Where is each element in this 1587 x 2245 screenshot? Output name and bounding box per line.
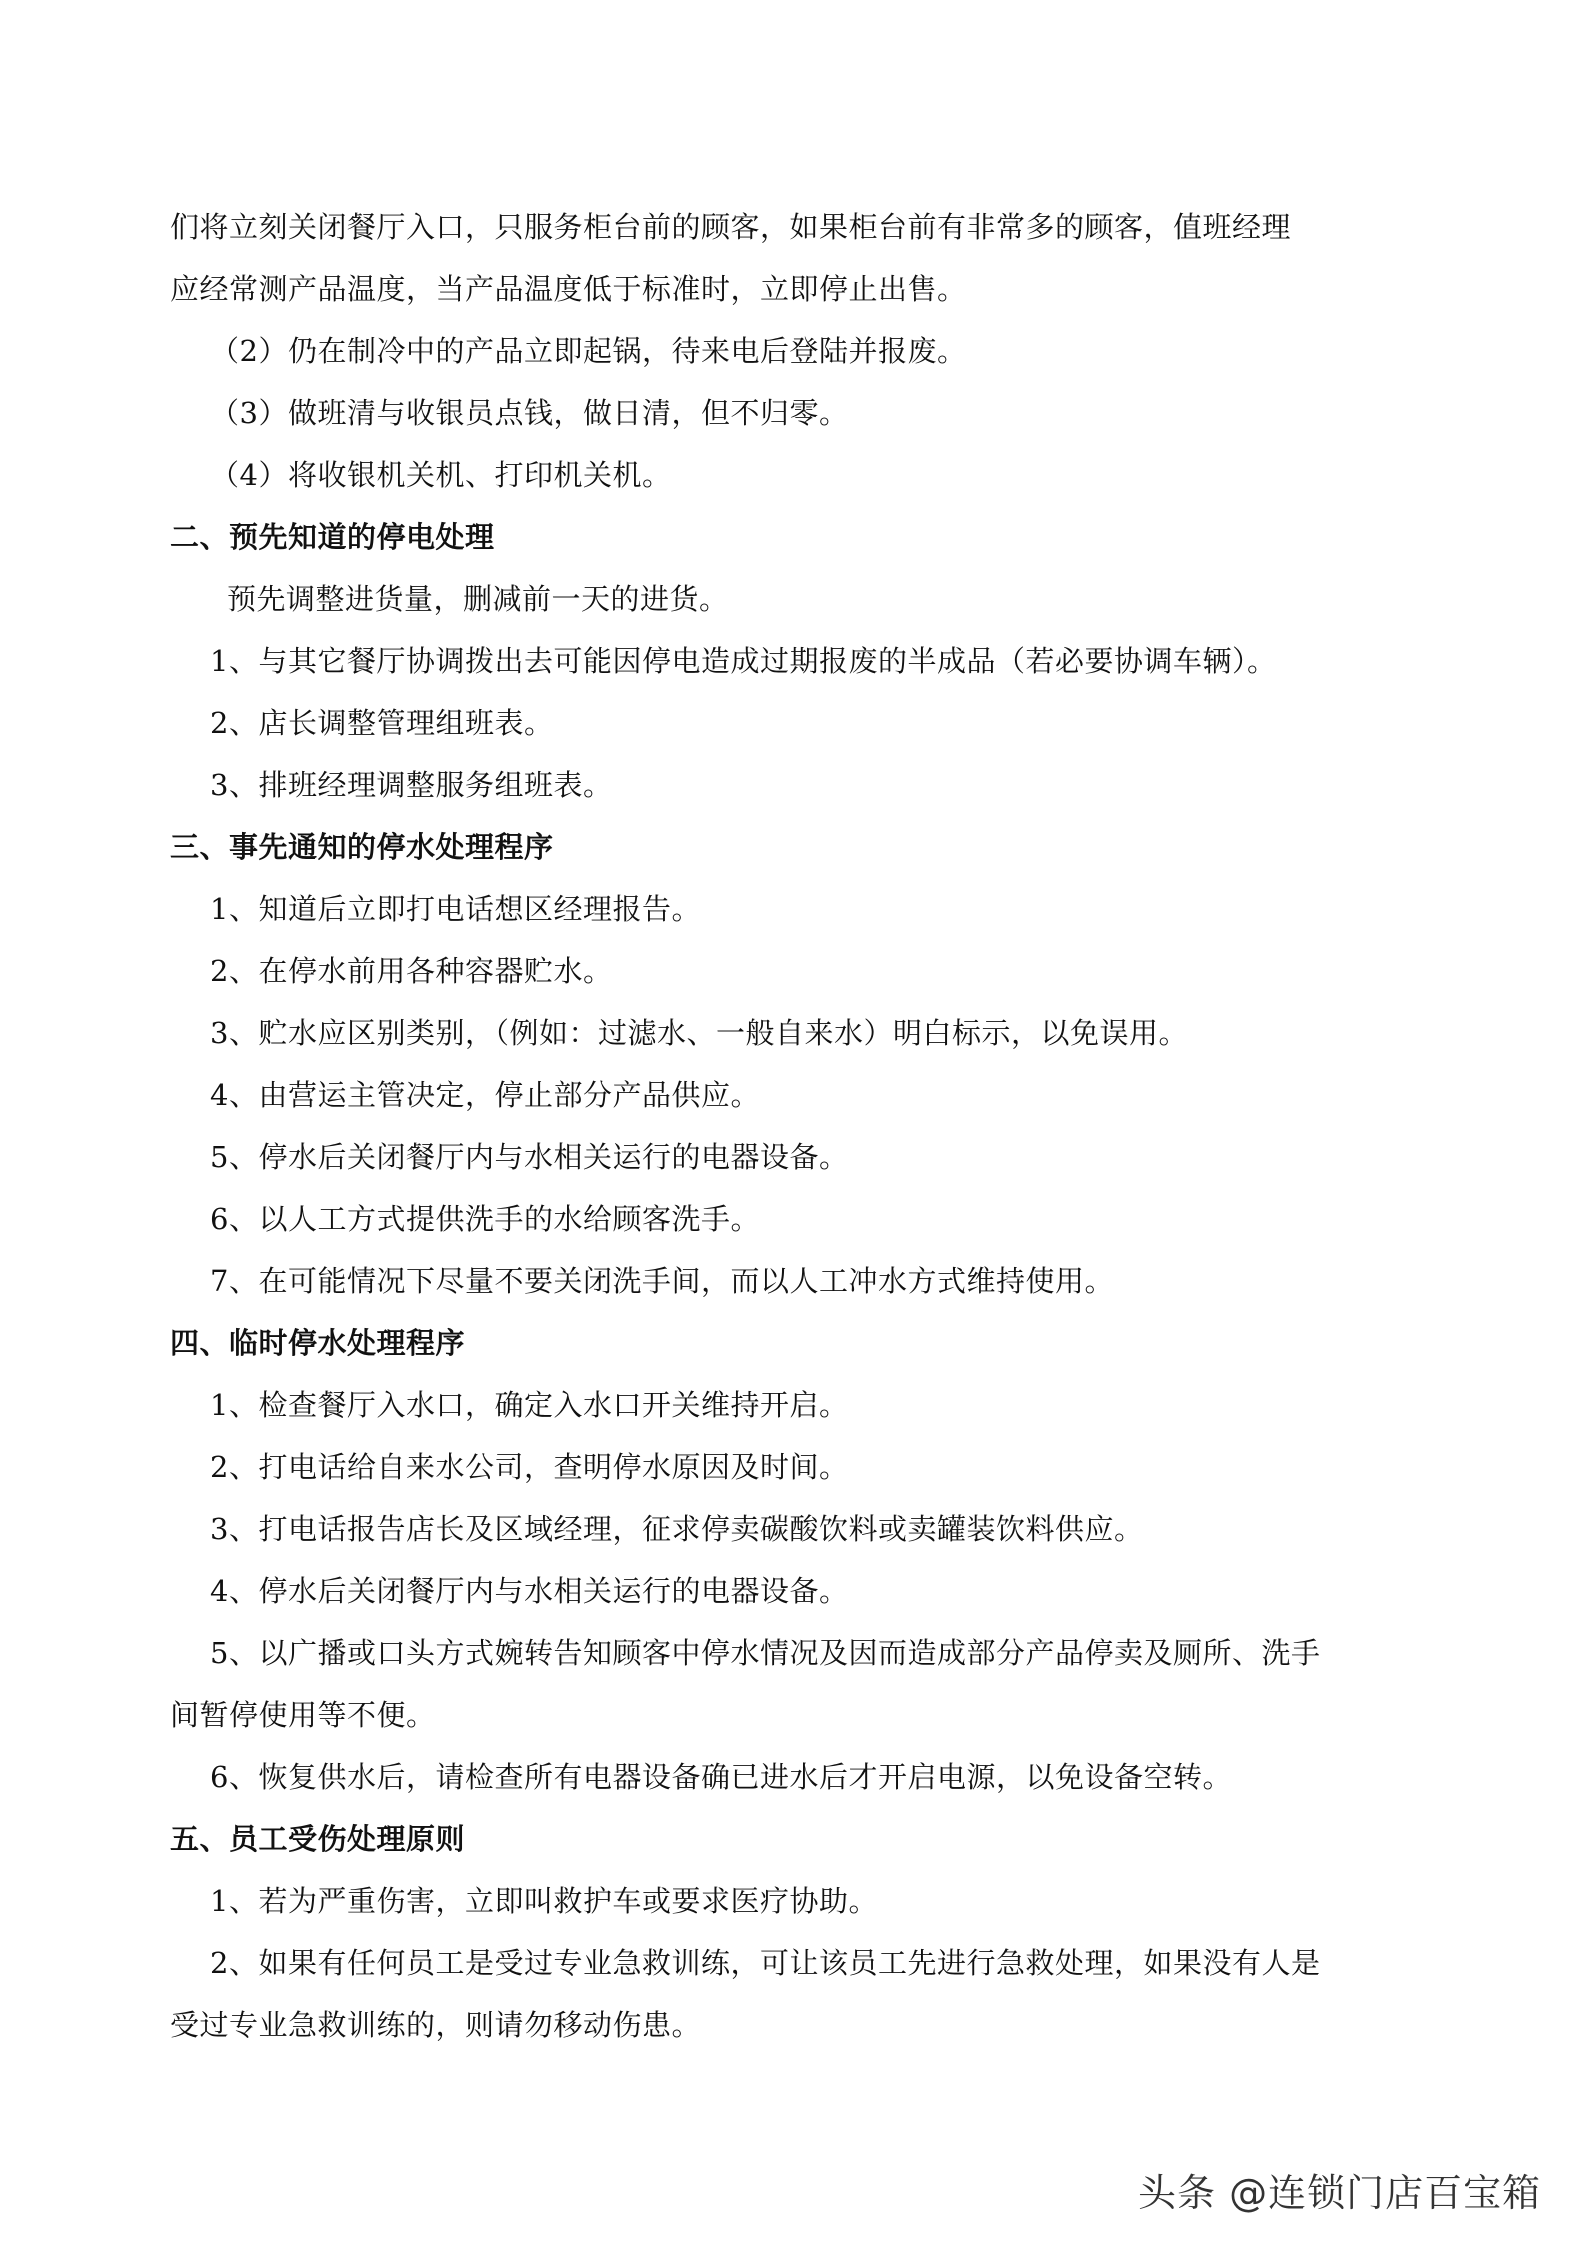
list-item: （4）将收银机关机、打印机关机。 xyxy=(210,458,672,492)
list-item: （3）做班清与收银员点钱，做日清，但不归零。 xyxy=(210,396,849,430)
list-item-continuation: 受过专业急救训练的，则请勿移动伤患。 xyxy=(170,2008,702,2042)
paragraph-line: 应经常测产品温度，当产品温度低于标准时，立即停止出售。 xyxy=(170,272,967,306)
list-item: 2、如果有任何员工是受过专业急救训练，可让该员工先进行急救处理，如果没有人是 xyxy=(210,1946,1321,1980)
list-item: 5、以广播或口头方式婉转告知顾客中停水情况及因而造成部分产品停卖及厕所、洗手 xyxy=(210,1636,1321,1670)
list-item: 6、恢复供水后，请检查所有电器设备确已进水后才开启电源，以免设备空转。 xyxy=(210,1760,1232,1794)
list-item: 1、知道后立即打电话想区经理报告。 xyxy=(210,892,701,926)
list-item: 1、与其它餐厅协调拨出去可能因停电造成过期报废的半成品（若必要协调车辆）。 xyxy=(210,644,1277,678)
list-item: 3、打电话报告店长及区域经理，征求停卖碳酸饮料或卖罐装饮料供应。 xyxy=(210,1512,1144,1546)
list-item: 3、排班经理调整服务组班表。 xyxy=(210,768,613,802)
list-item: 2、打电话给自来水公司，查明停水原因及时间。 xyxy=(210,1450,849,1484)
section-heading: 四、临时停水处理程序 xyxy=(170,1326,466,1360)
paragraph-line: 们将立刻关闭餐厅入口，只服务柜台前的顾客，如果柜台前有非常多的顾客，值班经理 xyxy=(170,210,1292,244)
list-item-continuation: 间暂停使用等不便。 xyxy=(170,1698,436,1732)
list-item: 3、贮水应区别类别，（例如：过滤水、一般自来水）明白标示，以免误用。 xyxy=(210,1016,1188,1050)
list-item: 4、由营运主管决定，停止部分产品供应。 xyxy=(210,1078,760,1112)
list-item: 2、在停水前用各种容器贮水。 xyxy=(210,954,613,988)
list-item: 7、在可能情况下尽量不要关闭洗手间，而以人工冲水方式维持使用。 xyxy=(210,1264,1114,1298)
document-body xyxy=(170,196,1425,2056)
section-lead: 预先调整进货量，删减前一天的进货。 xyxy=(227,582,729,616)
list-item: （2）仍在制冷中的产品立即起锅，待来电后登陆并报废。 xyxy=(210,334,967,368)
list-item: 2、店长调整管理组班表。 xyxy=(210,706,554,740)
list-item: 1、检查餐厅入水口，确定入水口开关维持开启。 xyxy=(210,1388,849,1422)
list-item: 6、以人工方式提供洗手的水给顾客洗手。 xyxy=(210,1202,760,1236)
list-item: 5、停水后关闭餐厅内与水相关运行的电器设备。 xyxy=(210,1140,849,1174)
section-heading: 二、预先知道的停电处理 xyxy=(170,520,495,554)
section-heading: 三、事先通知的停水处理程序 xyxy=(170,830,554,864)
list-item: 4、停水后关闭餐厅内与水相关运行的电器设备。 xyxy=(210,1574,849,1608)
section-heading: 五、员工受伤处理原则 xyxy=(170,1822,466,1856)
list-item: 1、若为严重伤害，立即叫救护车或要求医疗协助。 xyxy=(210,1884,878,1918)
watermark: 头条 @连锁门店百宝箱 xyxy=(1138,2171,1542,2215)
